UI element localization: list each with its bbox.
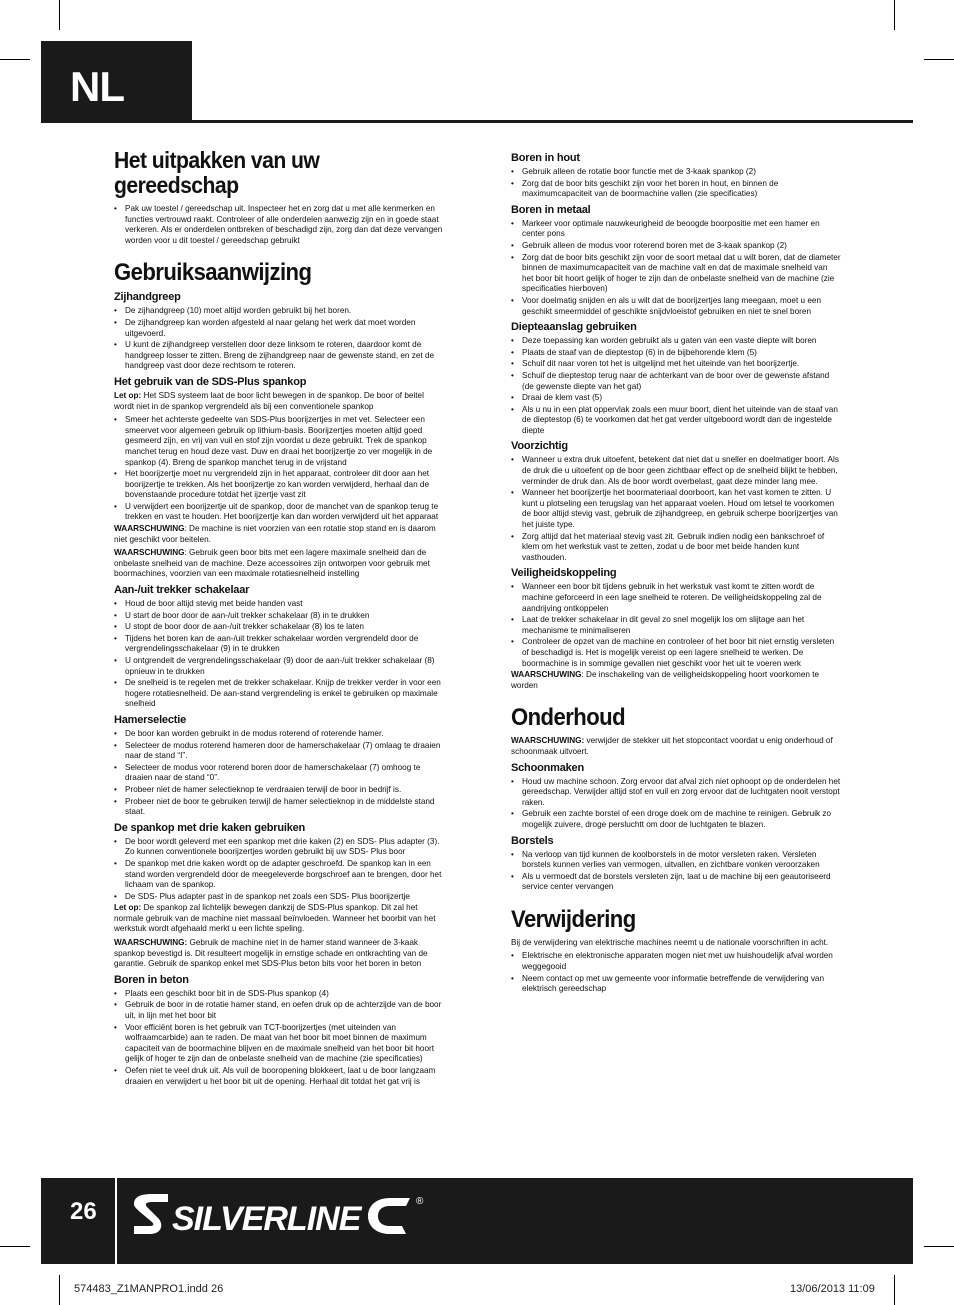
clutch-list [511,582,841,669]
crop-mark [924,1246,954,1247]
note-text: Het SDS systeem laat de boor licht bewegen in de spankop. De boor of beitel wordt niet in de spankop vergrendeld als bij een conventionele spankop [114,390,424,411]
concrete-list [114,989,444,1087]
list-item: • Wanneer een boor bit tijdens gebruik in het werkstuk vast komt te zitten wordt de machine geforceerd in een lage snelheid te roteren. De veiligheidskoppeling zal de aandrijving ontkoppelen [511,582,841,614]
list-item: • Zorg dat de boor bits geschikt zijn voor het boren in hout, en binnen de maximumcapaciteit van de boormachine vallen (zie specificaties) [511,179,841,200]
warning [114,524,444,545]
hammer-list [114,729,444,818]
section-heading: Aan-/uit trekker schakelaar [114,584,250,597]
list-item: • Houd de boor altijd stevig met beide handen vast [114,599,444,610]
maintenance-title: Onderhoud [511,704,626,732]
list-item: • Gebruik een zachte borstel of een droge doek om de machine te reinigen. Gebruik zo mogelijk zuivere, droge persluchtt om door de luchtgaten te blazen. [511,809,841,830]
list-item: • Zorg dat de boor bits geschikt zijn voor de soort metaal dat u wilt boren, dat de diameter binnen de maximumcapaciteit van de machine valt en dat de maximale snelheid van het boor bit hoort gelijk of hoger te zijn dan de onbelaste snelheid van de machine (zie specificaties hierboven) [511,253,841,295]
warning-label: WAARSCHUWING: [511,736,585,746]
list-item: • Gebruik alleen de rotatie boor functie met de 3-kaak spankop (2) [511,167,841,178]
list-item: • De zijhandgreep kan worden afgesteld al naar gelang het werk dat moet worden uitgevoerd. [114,318,444,339]
list-item: • Als u nu in een plat oppervlak zoals een muur boort, dient het uiteinde van de staaf van de dieptestop (6) te voorkomen dat het gat verder uitgeboord wordt dan de ingestelde diepte [511,405,841,437]
crop-mark [894,1275,895,1305]
section-heading: Voorzichtig [511,440,568,453]
list-item: • De SDS- Plus adapter past in de spankop net zoals een SDS- Plus boorijzertje [114,892,444,903]
caution-list [511,455,841,563]
section-heading: Boren in hout [511,152,580,164]
list-item: • De snelheid is te regelen met de trekker schakelaar. Knijp de trekker verder in voor een hogere rotatiesnelheid. De aan-stand vergrendeling is enkel te gebruiken op maximale snelheid [114,678,444,710]
wood-list [511,167,841,200]
crop-mark [0,59,30,60]
section-heading: De spankop met drie kaken gebruiken [114,821,306,834]
note-text: De spankop zal lichtelijk bewegen dankzij de SDS-Plus spankop. Dit zal het normale gebruik van de machine niet massaal beïnvloeden. Wanneer het boorbit van het werkstuk wordt afgehaald merkt u een lichte speling. [114,903,436,934]
warning-text: : Gebruik geen boor bits met een lagere maximale snelheid dan de onbelaste snelheid van de machine. Deze accessoires zijn ontworpen voor gebruik met boormachines, voorzien van een maximale rotatiesnelheid instelling [114,548,430,579]
language-code: NL [70,63,124,110]
crop-mark [59,1275,60,1305]
three-jaw-list [114,837,444,903]
warning-text: Gebruik de machine niet in de hamer stand wanneer de 3-kaak spankop bevestigd is. Dit resulteert mogelijk in ernstige schade en ontkrachting van de garantie. Gebruik de spankop enkel met SDS-Plus beton bits voor het boren in beton [114,938,428,969]
disposal-title: Verwijdering [511,905,636,933]
trigger-list [114,599,444,710]
crop-mark [924,59,954,60]
registered-mark: ® [416,1196,424,1207]
section-heading: Schoonmaken [511,761,584,774]
warning [114,548,444,580]
list-item: • U ontgrendelt de vergrendelingsschakelaar (9) door de aan-/uit trekker schakelaar (8) opnieuw in te drukken [114,656,444,677]
list-item: • Elektrische en elektronische apparaten mogen niet met uw huishoudelijk afval worden weggegooid [511,951,841,972]
warning-label: WAARSCHUWING: [114,938,188,948]
disposal-list [511,951,841,994]
disposal-intro: Bij de verwijdering van elektrische machines neemt u de nationale voorschriften in acht. [511,937,829,947]
warning [511,670,841,691]
list-item: • Deze toepassing kan worden gebruikt als u gaten van een vaste diepte wilt boren [511,336,841,347]
sds-list [114,415,444,523]
section-heading: Boren in beton [114,973,189,986]
footer-divider [115,1178,117,1264]
usage-title: Gebruiksaanwijzing [114,259,312,287]
section-heading: Boren in metaal [511,203,591,216]
section-heading: Zijhandgreep [114,291,181,304]
warning [114,938,444,970]
list-item: • Schuif de dieptestop terug naar de achterkant van de boor over de gewenste afstand (de gewenste diepte van het gat) [511,371,841,392]
note [114,391,444,412]
silverline-logo-graphic [128,1190,428,1246]
list-item: • Smeer het achterste gedeelte van SDS-Plus boorijzertjes in met vet. Selecteer een smeervet voor algemeen gebruik op lithium-basis. Boorijzertjes moeten altijd goed gesmeerd zijn, en vrij van vuil en stof zijn voordat u deze gebruikt. Trek de spankop manchet terug en houd deze vast. Duw en draai het boorijzertje zo ver mogelijk in de spankop (4). Breng de spankop manchet terug in de vrijstand [114,415,444,468]
warning [511,736,841,757]
list-item: • U start de boor door de aan-/uit trekker schakelaar (8) in te drukken [114,611,444,622]
cleaning-list [511,777,841,831]
list-item: • Pak uw toestel / gereedschap uit. Inspecteer het en zorg dat u met alle kenmerken en functies vertrouwd raakt. Controleer of alle onderdelen aanwezig zijn en in goede staat verkeren. Als er onderdelen ontbreken of beschadigd zijn, zorg dan dat deze vervangen worden voor u dit toestel / gereedschap gebruikt [114,204,444,246]
crop-mark [59,0,60,30]
list-item: • Probeer niet de boor te gebruiken terwijl de hamer selectieknop in de middelste stand staat. [114,797,444,818]
note-label: Let op: [114,390,142,400]
unpack-title: Het uitpakken van uw gereedschap [114,147,320,198]
warning-text: : De machine is niet voorzien van een rotatie stop stand en is daarom niet geschikt voor beitelen. [114,524,436,544]
list-item: • Gebruik de boor in de rotatie hamer stand, en oefen druk op de achterzijde van de boor uit, in lijn met het boor bit [114,1000,444,1021]
section-heading: Diepteaanslag gebruiken [511,321,637,334]
right-column [511,148,841,996]
list-item: • Oefen niet te veel druk uit. Als vuil de booropening blokkeert, laat u de boor langzaam draaien en verwijdert u het boor bit uit de opening. Herhaal dit totdat het gat vrij is [114,1066,444,1087]
list-item: • Selecteer de modus voor roterend boren door de hamerschakelaar (7) omhoog te draaien naar de stand “0”. [114,763,444,784]
depth-list [511,336,841,436]
note-label: Let op: [114,903,142,913]
list-item: • Zorg altijd dat het materiaal stevig vast zit. Gebruik indien nodig een bankschroef of klem om het werkstuk vast te zetten, zodat u de boor met beide handen kunt vasthouden. [511,532,841,564]
list-item: • Voor efficiënt boren is het gebruik van TCT-boorijzertjes (met uiteinden van wolfraamcarbide) aan te raden. De maat van het boor bit moet binnen de maximum capaciteit van de boormachine blijven en de maximale snelheid van het boor bit hoort gelijk of hoger te zijn dan de onbelaste snelheid van de machine (zie specificaties) [114,1023,444,1065]
list-item: • De boor kan worden gebruikt in de modus roterend of roterende hamer. [114,729,444,740]
list-item: • Wanneer u extra druk uitoefent, betekent dat niet dat u sneller en doelmatiger boort. Als de druk die u uitoefent op de boor geen zichtbaar effect op de snelheid blijkt te hebben, verminder de druk dan. Als de boor wordt overbelast, gaat deze minder lang mee. [511,455,841,487]
warning-text: verwijder de stekker uit het stopcontact voordat u enig onderhoud of schoonmaak uitvoert. [511,736,833,756]
list-item: • Voor doelmatig snijden en als u wilt dat de boorijzertjes lang meegaan, moet u een geschikt smeermiddel of geschikte snijdvloeistof gebruiken en niet te snel boren [511,296,841,317]
metal-list [511,219,841,317]
section-heading: Borstels [511,834,554,847]
list-item: • Controleer de opzet van de machine en controleer of het boor bit niet ernstig versleten of beschadigd is. Het is mogelijk vereist op een lagere snelheid te werken. De boormachine is in sommige gevallen niet geschikt voor het uit te voeren werk [511,637,841,669]
list-item: • Houd uw machine schoon. Zorg ervoor dat afval zich niet ophoopt op de onderdelen het gereedschap. Verwijder altijd stof en vuil en zorg ervoor dat de luchtgaten nooit verstopt raken. [511,777,841,809]
section-heading: Veiligheidskoppeling [511,567,617,580]
list-item: • Neem contact op met uw gemeente voor informatie betreffende de verwijdering van elektrisch gereedschap [511,974,841,995]
left-column [114,148,444,1088]
list-item: • Laat de trekker schakelaar in dit geval zo snel mogelijk los om slijtage aan het mechanisme te minimaliseren [511,615,841,636]
list-item: • De zijhandgreep (10) moet altijd worden gebruikt bij het boren. [114,306,444,317]
list-item: • Plaats de staaf van de dieptestop (6) in de bijbehorende klem (5) [511,348,841,359]
crop-mark [0,1246,30,1247]
section-heading: Hamerselectie [114,713,187,726]
crop-mark [894,0,895,30]
file-imprint: 574483_Z1MANPRO1.indd 26 [74,1283,224,1295]
warning-text: : De inschakeling van de veiligheidskoppeling hoort voorkomen te worden [511,670,820,690]
list-item: • Gebruik alleen de modus voor roterend boren met de 3-kaak spankop (2) [511,241,841,252]
list-item: • De spankop met drie kaken wordt op de adapter geschroefd. De spankop kan in een stand worden vergrendeld door de meegeleverde borgschroef aan te brengen, door het lichaam van de spankop. [114,859,444,891]
warning-label: WAARSCHUWING [114,548,185,558]
list-item: • Als u vermoedt dat de borstels versleten zijn, laat u de machine bij een geautoriseerd service center vervangen [511,872,841,893]
list-item: • Schuif dit naar voren tot het is uitgelijnd met het uiteinde van het boorijzertje. [511,359,841,370]
list-item: • U stopt de boor door de aan-/uit trekker schakelaar (8) los te laten [114,622,444,633]
header-rule [192,120,913,123]
list-item: • Draai de klem vast (5) [511,393,841,404]
note [114,903,444,935]
brand-wordmark: SILVERLINE [172,1200,361,1238]
warning-label: WAARSCHUWING [114,524,185,534]
list-item: • Het boorijzertje moet nu vergrendeld zijn in het apparaat, controleer dit door aan het boorijzertje te trekken. Als het boorijzertje zo kan worden verwijderd, herhaal dan de bovenstaande procedure totdat het ijzertje vast zit [114,469,444,501]
date-imprint: 13/06/2013 11:09 [790,1283,875,1295]
warning-label: WAARSCHUWING [511,670,582,680]
list-item: • Plaats een geschikt boor bit in de SDS-Plus spankop (4) [114,989,444,1000]
list-item: • Tijdens het boren kan de aan-/uit trekker schakelaar worden vergrendeld door de vergrendelingsschakelaar (9) in te drukken [114,634,444,655]
list-item: • Selecteer de modus roterend hameren door de hamerschakelaar (7) omlaag te draaien naar de stand “I”. [114,741,444,762]
list-item: • Markeer voor optimale nauwkeurigheid de beoogde boorpositie met een hamer en center pons [511,219,841,240]
list-item: • Probeer niet de hamer selectieknop te verdraaien terwijl de boor in bedrijf is. [114,785,444,796]
list-item: • U kunt de zijhandgreep verstellen door deze linksom te roteren, daardoor komt de handgreep losser te zitten. Breng de zijhandgreep naar de gewenste stand, en zet de handgreep vast door deze rechtsom te roteren. [114,340,444,372]
section-heading: Het gebruik van de SDS-Plus spankop [114,375,307,388]
unpack-list [114,204,444,246]
page-number: 26 [70,1198,97,1225]
list-item: • Wanneer het boorijzertje het boormateriaal doorboort, kan het vast komen te zitten. U kunt u plotseling een terugslag van het apparaat voelen. Houd om letsel te voorkomen de boor altijd stevig vast, gebruik de zijhandgreep, en gebruik scherpe boorijzertjes van het juiste type. [511,488,841,530]
silverline-logo [128,1190,428,1251]
list-item: • Na verloop van tijd kunnen de koolborstels in de motor versleten raken. Versleten borstels kunnen verlies van vermogen, uitvallen, en zichtbare vonken veroorzaken [511,850,841,871]
list-item: • U verwijdert een boorijzertje uit de spankop, door de manchet van de spankop terug te trekken en vast te houden. Het boorijzertje kan dan worden verwijderd uit het apparaat [114,502,444,523]
brushes-list [511,850,841,893]
list-item: • De boor wordt geleverd met een spankop met drie kaken (2) en SDS- Plus adapter (3). Zo kunnen conventionele boorijzertjes worden gebruikt bij uw SDS- Plus boor [114,837,444,858]
side-handle-list [114,306,444,372]
